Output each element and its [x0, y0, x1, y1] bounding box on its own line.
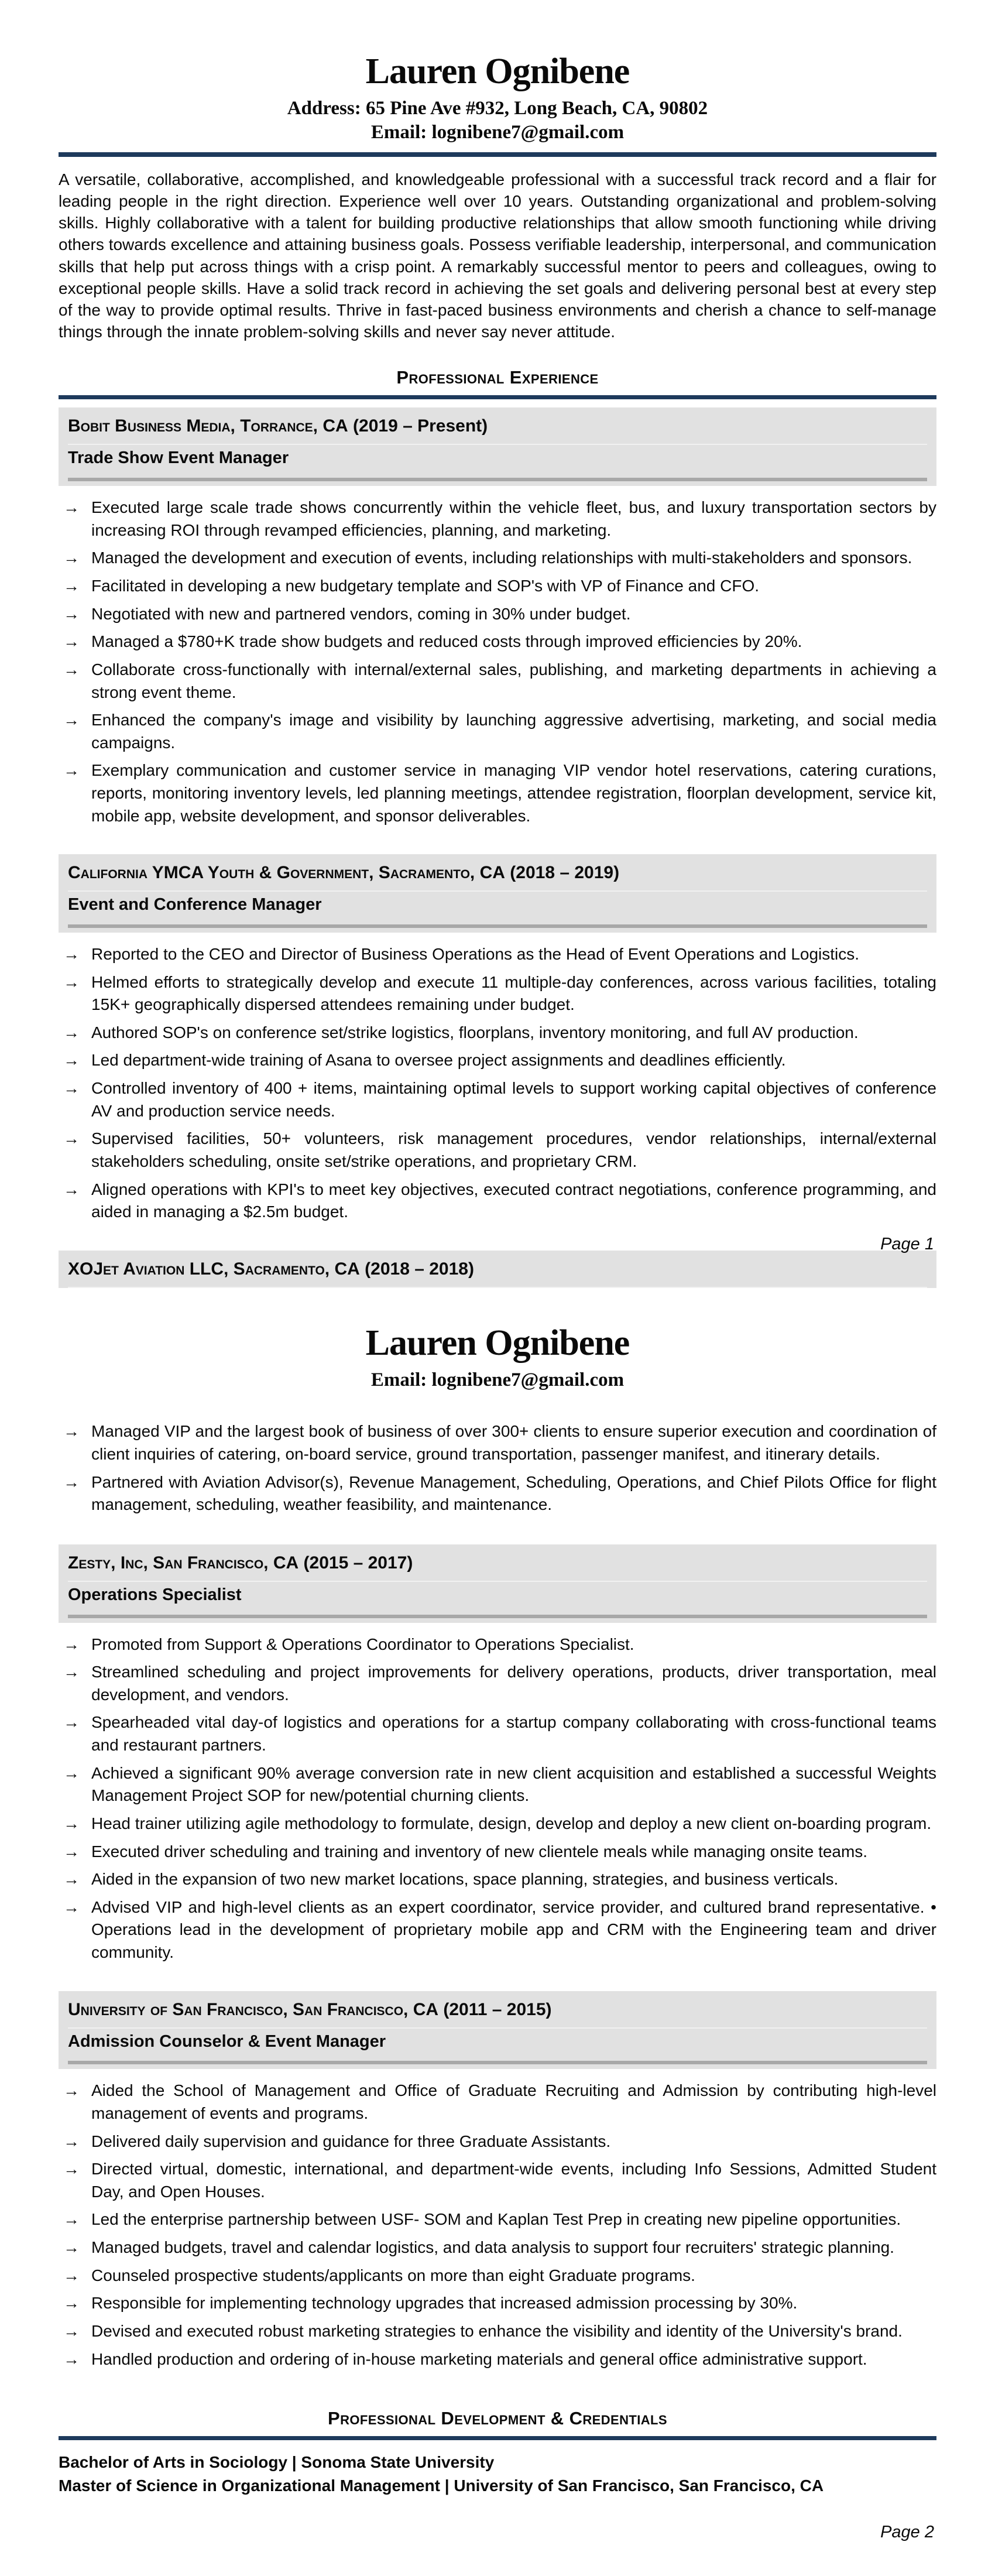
job-title: Trade Show Event Manager [68, 444, 927, 470]
bullet-item [59, 2320, 936, 2343]
bullet-item [59, 1633, 936, 1656]
header-divider [59, 152, 936, 157]
bullet-item [59, 2265, 936, 2287]
bullet-text: Controlled inventory of 400 + items, maintaining optimal levels to support working capital objectives of conference AV and production service needs. [91, 1079, 936, 1120]
arrow-bullet-icon: → [63, 604, 80, 623]
job-header-bar [59, 1251, 936, 1288]
arrow-bullet-icon: → [63, 1842, 80, 1861]
job-entry [59, 854, 936, 1224]
bullet-item [59, 496, 936, 542]
bullet-text: Responsible for implementing technology upgrades that increased admission processing by 30%. [91, 2294, 798, 2313]
bullet-item [59, 547, 936, 570]
bullet-item [59, 1471, 936, 1516]
job-company: California YMCA Youth & Government, Sacramento, CA [68, 863, 505, 883]
bullet-item [59, 1179, 936, 1224]
job-header-bar [59, 1991, 936, 2070]
arrow-bullet-icon: → [63, 1763, 80, 1782]
experience-list-page2 [59, 1544, 936, 2371]
job-company-line [68, 1256, 927, 1280]
bullet-item [59, 1762, 936, 1807]
bullet-item [59, 2158, 936, 2203]
arrow-bullet-icon: → [63, 1129, 80, 1148]
bullet-text: Delivered daily supervision and guidance for three Graduate Assistants. [91, 2132, 611, 2150]
experience-list-page1 [59, 407, 936, 1288]
arrow-bullet-icon: → [63, 1897, 80, 1916]
bullet-text: Aligned operations with KPI's to meet key objectives, executed contract negotiations, conference programming, and aided in managing a $2.5m budget. [91, 1180, 936, 1221]
bullet-item [59, 971, 936, 1016]
arrow-bullet-icon: → [63, 2349, 80, 2368]
arrow-bullet-icon: → [63, 498, 80, 517]
bullet-text: Promoted from Support & Operations Coordinator to Operations Specialist. [91, 1635, 634, 1653]
arrow-bullet-icon: → [63, 1180, 80, 1198]
job-period: (2015 – 2017) [303, 1553, 413, 1573]
job-entry [59, 407, 936, 827]
arrow-bullet-icon: → [63, 632, 80, 651]
arrow-bullet-icon: → [63, 711, 80, 729]
arrow-bullet-icon: → [63, 1713, 80, 1732]
bullet-text: Executed large scale trade shows concurrently within the vehicle fleet, bus, and luxury transportation sectors by increasing ROI through revamped efficiencies, planning, and marketing. [91, 498, 936, 539]
bullet-text: Achieved a significant 90% average conversion rate in new client acquisition and established a successful Weights Management Project SOP for new/potential churning clients. [91, 1763, 936, 1805]
bullet-text: Led department-wide training of Asana to oversee project assignments and deadlines efficiently. [91, 1051, 786, 1070]
bullet-item [59, 1420, 936, 1465]
arrow-bullet-icon: → [63, 2238, 80, 2257]
arrow-bullet-icon: → [63, 761, 80, 780]
bullet-text: Devised and executed robust marketing strategies to enhance the visibility and identity of the University's brand. [91, 2321, 903, 2340]
candidate-name: Lauren Ognibene [365, 1323, 630, 1363]
arrow-bullet-icon: → [63, 1023, 80, 1042]
job-company: University of San Francisco, San Francisco, CA [68, 1999, 439, 2019]
arrow-bullet-icon: → [63, 577, 80, 595]
bullet-text: Advised VIP and high-level clients as an expert coordinator, service provider, and cultured brand representative. • Operations lead in the development of proprietary mobile app and CRM with the Engineering team and driver community. [91, 1897, 936, 1962]
job-company: XOJet Aviation LLC, Sacramento, CA [68, 1259, 360, 1279]
bullet-item [59, 1049, 936, 1072]
email-line: Email: lognibene7@gmail.com [370, 122, 625, 143]
arrow-bullet-icon: → [63, 2081, 80, 2100]
job-entry [59, 1991, 936, 2371]
bullet-item [59, 1128, 936, 1173]
bullet-text: Handled production and ordering of in-house marketing materials and general office administrative support. [91, 2349, 867, 2368]
bullet-item [59, 1868, 936, 1891]
job-period: (2019 – Present) [353, 416, 488, 436]
job-header-divider [68, 1615, 927, 1618]
job-title: Admission Counselor & Event Manager [68, 2027, 927, 2053]
job-title: Event and Conference Manager [68, 890, 927, 916]
job-bullet-list [59, 1633, 936, 1964]
job-title: Operations Specialist [68, 1581, 927, 1606]
credential-line: Bachelor of Arts in Sociology | Sonoma State University [59, 2453, 495, 2472]
bullet-text: Exemplary communication and customer service in managing VIP vendor hotel reservations, catering curations, reports, monitoring inventory levels, led planning meetings, attendee registration, floorplan development, service kit, mobile app, website development, and sponsor deliverables. [91, 761, 936, 825]
arrow-bullet-icon: → [63, 1051, 80, 1070]
bullet-item [59, 2130, 936, 2153]
arrow-bullet-icon: → [63, 2266, 80, 2284]
credentials-list [59, 2451, 936, 2498]
arrow-bullet-icon: → [63, 1663, 80, 1681]
job-header-divider [68, 2061, 927, 2064]
job-company-line [68, 1997, 927, 2021]
bullet-text: Facilitated in developing a new budgetary template and SOP's with VP of Finance and CFO. [91, 577, 760, 595]
bullet-text: Directed virtual, domestic, international, and department-wide events, including Info Sessions, Admitted Student Day, and Open Houses. [91, 2160, 936, 2201]
resume-page-2 [0, 1288, 995, 2576]
job-bullet-list [59, 496, 936, 827]
bullet-text: Executed driver scheduling and training and inventory of new clientele meals while managing onsite teams. [91, 1842, 868, 1861]
bullet-item [59, 943, 936, 966]
bullet-text: Managed a $780+K trade show budgets and reduced costs through improved efficiencies by 20%. [91, 632, 802, 651]
arrow-bullet-icon: → [63, 1814, 80, 1832]
bullet-item [59, 575, 936, 598]
job-header-divider [68, 924, 927, 928]
bullet-item [59, 659, 936, 704]
credential-line: Master of Science in Organizational Management | University of San Francisco, San Francisco, CA [59, 2476, 824, 2495]
section-heading-credentials: Professional Development & Credentials [328, 2408, 667, 2429]
arrow-bullet-icon: → [63, 2321, 80, 2340]
bullet-text: Head trainer utilizing agile methodology to formulate, design, develop and deploy a new client on-boarding program. [91, 1814, 932, 1832]
bullet-text: Aided in the expansion of two new market locations, space planning, strategies, and business verticals. [91, 1870, 839, 1889]
job-header-bar [59, 407, 936, 486]
job-company: Bobit Business Media, Torrance, CA [68, 416, 348, 436]
bullet-item [59, 2236, 936, 2259]
arrow-bullet-icon: → [63, 2160, 80, 2178]
bullet-item [59, 1841, 936, 1864]
bullet-text: Streamlined scheduling and project improvements for delivery operations, products, driver transportation, meal development, and vendors. [91, 1663, 936, 1704]
bullet-text: Managed budgets, travel and calendar logistics, and data analysis to support four recruiters' strategic planning. [91, 2238, 894, 2257]
bullet-text: Led the enterprise partnership between USF- SOM and Kaplan Test Prep in creating new pipeline opportunities. [91, 2210, 901, 2229]
bullet-text: Helmed efforts to strategically develop and execute 11 multiple-day conferences, across various facilities, totaling 15K+ geographically dispersed attendees remaining under budget. [91, 972, 936, 1014]
bullet-item [59, 2080, 936, 2125]
job-company-line [68, 413, 927, 437]
section-divider [59, 395, 936, 399]
job-entry [59, 1544, 936, 1964]
job-company: Zesty, Inc, San Francisco, CA [68, 1553, 299, 1573]
continuation-bullet-list [59, 1420, 936, 1516]
page-number-label: Page 1 [880, 1235, 934, 1253]
summary-paragraph: A versatile, collaborative, accomplished, and knowledgeable professional with a successful track record and a flair for leading people in the right direction. Experience well over 10 years. Outstanding organizational and problem-solving skills. Highly collaborative with a talent for building productive relationships that allow smooth functioning while driving others towards excellence and attaining business goals. Possess verifiable leadership, interpersonal, and communication skills that help put across things with a crisp point. A remarkably successful mentor to peers and colleagues, owing to exceptional people skills. Have a solid track record in achieving the set goals and delivering personal best at every step of the way to provide optimal results. Thrive in fast-paced business environments and cherish a chance to self-manage things through the innate problem-solving skills and never say never attitude. [59, 170, 936, 341]
bullet-text: Collaborate cross-functionally with internal/external sales, publishing, and marketing departments in achieving a strong event theme. [91, 660, 936, 701]
bullet-item [59, 603, 936, 626]
bullet-item [59, 2348, 936, 2371]
bullet-text: Supervised facilities, 50+ volunteers, risk management procedures, vendor relationships, internal/external stakeholders scheduling, onsite set/strike operations, and proprietary CRM. [91, 1129, 936, 1170]
job-header-bar [59, 1544, 936, 1623]
arrow-bullet-icon: → [63, 660, 80, 679]
arrow-bullet-icon: → [63, 1635, 80, 1653]
job-bullet-list [59, 2080, 936, 2371]
bullet-text: Aided the School of Management and Office of Graduate Recruiting and Admission by contributing high-level management of events and programs. [91, 2081, 936, 2122]
bullet-text: Spearheaded vital day-of logistics and operations for a startup company collaborating with cross-functional teams and restaurant partners. [91, 1713, 936, 1755]
bullet-text: Authored SOP's on conference set/strike logistics, floorplans, inventory monitoring, and full AV production. [91, 1023, 859, 1042]
arrow-bullet-icon: → [63, 2132, 80, 2150]
job-header-divider [68, 478, 927, 481]
job-entry [59, 1251, 936, 1288]
bullet-text: Enhanced the company's image and visibility by launching aggressive advertising, marketing, and social media campaigns. [91, 711, 936, 752]
section-divider [59, 2436, 936, 2440]
bullet-item [59, 2292, 936, 2315]
arrow-bullet-icon: → [63, 1079, 80, 1098]
address-line: Address: 65 Pine Ave #932, Long Beach, CA, 90802 [287, 98, 708, 119]
bullet-item [59, 1813, 936, 1835]
arrow-bullet-icon: → [63, 972, 80, 991]
bullet-text: Reported to the CEO and Director of Business Operations as the Head of Event Operations and Logistics. [91, 944, 860, 963]
job-header-bar [59, 854, 936, 933]
bullet-item [59, 1711, 936, 1756]
bullet-item [59, 631, 936, 653]
arrow-bullet-icon: → [63, 2294, 80, 2313]
job-period: (2018 – 2019) [510, 863, 620, 883]
job-company-line [68, 860, 927, 884]
bullet-item [59, 759, 936, 827]
arrow-bullet-icon: → [63, 944, 80, 963]
email-line: Email: lognibene7@gmail.com [370, 1369, 625, 1391]
bullet-item [59, 709, 936, 754]
bullet-item [59, 1077, 936, 1122]
arrow-bullet-icon: → [63, 1422, 80, 1441]
bullet-item [59, 1022, 936, 1044]
arrow-bullet-icon: → [63, 2210, 80, 2229]
bullet-text: Counseled prospective students/applicants on more than eight Graduate programs. [91, 2266, 695, 2284]
job-bullet-list [59, 943, 936, 1224]
job-period: (2018 – 2018) [365, 1259, 474, 1279]
section-heading-experience: Professional Experience [396, 367, 599, 388]
bullet-item [59, 1661, 936, 1706]
bullet-text: Partnered with Aviation Advisor(s), Revenue Management, Scheduling, Operations, and Chief Pilots Office for flight management, scheduling, weather feasibility, and maintenance. [91, 1472, 936, 1514]
bullet-item [59, 2208, 936, 2231]
bullet-item [59, 1896, 936, 1964]
candidate-name: Lauren Ognibene [365, 52, 630, 91]
arrow-bullet-icon: → [63, 1870, 80, 1889]
job-company-line [68, 1550, 927, 1574]
bullet-text: Managed the development and execution of events, including relationships with multi-stakeholders and sponsors. [91, 549, 912, 567]
bullet-text: Negotiated with new and partnered vendors, coming in 30% under budget. [91, 604, 631, 623]
arrow-bullet-icon: → [63, 549, 80, 567]
bullet-text: Managed VIP and the largest book of business of over 300+ clients to ensure superior execution and coordination of client inquiries of catering, on-board service, ground transportation, passenger manifest, and itinerary details. [91, 1422, 936, 1463]
job-period: (2011 – 2015) [443, 1999, 552, 2019]
arrow-bullet-icon: → [63, 1472, 80, 1491]
page-number-label: Page 2 [880, 2523, 934, 2541]
